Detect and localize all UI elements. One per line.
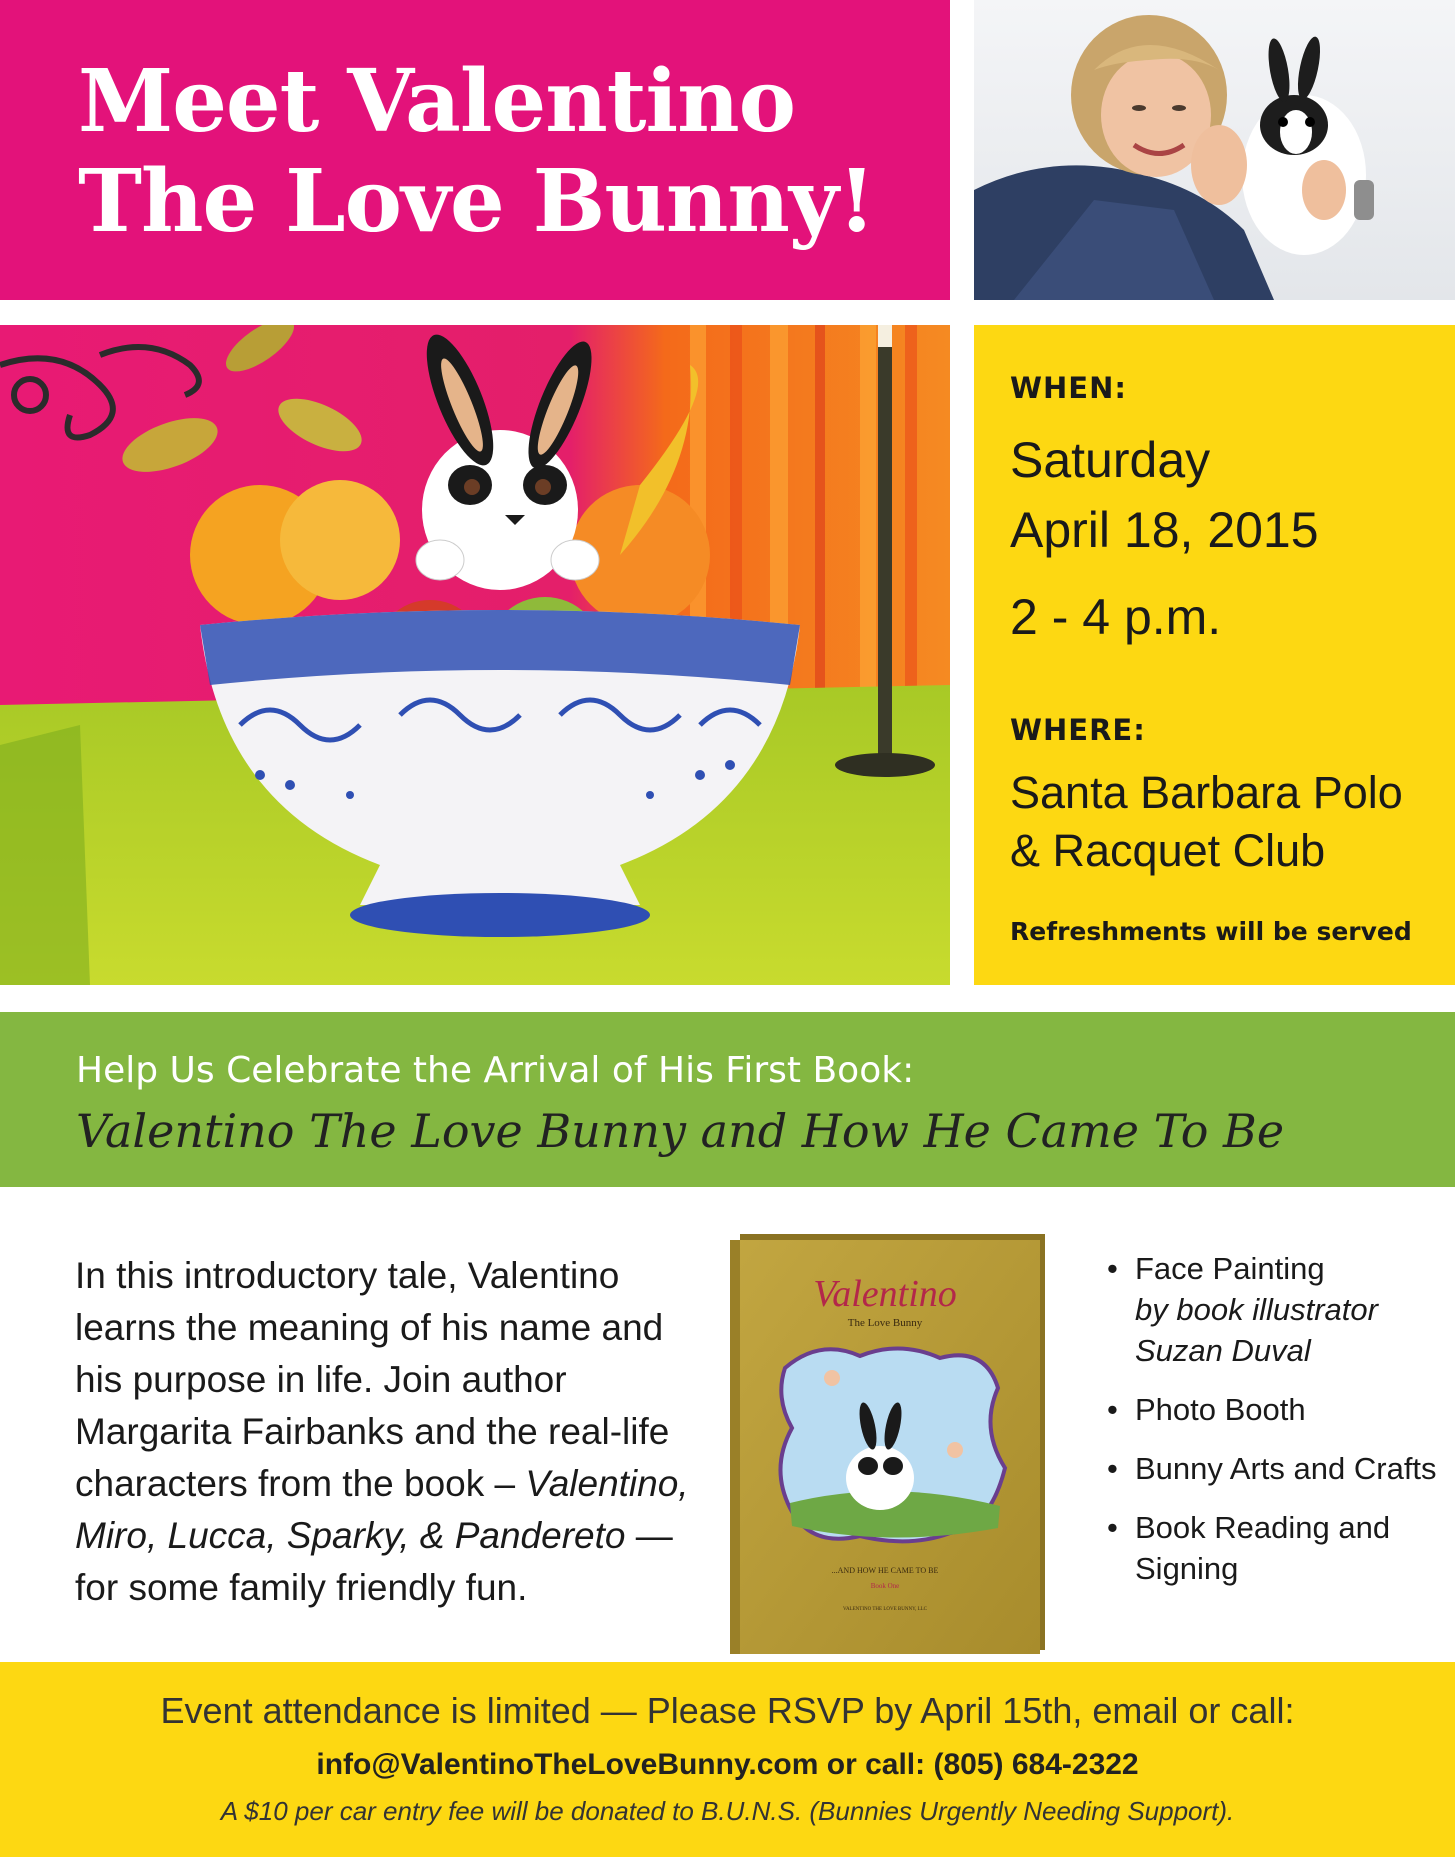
- book-cover: [730, 1228, 1055, 1654]
- book-cover-number: Book One: [870, 1582, 900, 1590]
- activity-label: Face Painting: [1135, 1251, 1325, 1286]
- venue-line-2: & Racquet Club: [1010, 825, 1326, 876]
- contact-info: info@ValentinoTheLoveBunny.com or call: (805) 684-2322: [316, 1748, 1139, 1781]
- book-title: Valentino The Love Bunny and How He Came To Be: [76, 1104, 1285, 1158]
- rsvp-footer: [0, 1662, 1455, 1857]
- venue-line-1: Santa Barbara Polo: [1010, 767, 1403, 818]
- where-label: WHERE:: [1010, 713, 1146, 747]
- title-line-2: The Love Bunny!: [78, 151, 875, 252]
- activity-label: Photo Booth: [1135, 1392, 1306, 1427]
- activity-face-painting: [1105, 1248, 1445, 1371]
- book-cover-title: Valentino: [813, 1273, 957, 1315]
- book-banner: [0, 1012, 1455, 1187]
- bullet-1: •: [1107, 1251, 1118, 1286]
- activity-label: Bunny Arts and Crafts: [1135, 1451, 1437, 1486]
- activities-list: [1105, 1248, 1445, 1607]
- page-title: [78, 52, 875, 252]
- banner-subtitle: Help Us Celebrate the Arrival of His First Book:: [76, 1050, 915, 1091]
- character-names: Valentino, Miro, Lucca, Sparky, & Pandereto: [75, 1463, 689, 1556]
- activity-label: Book Reading and Signing: [1135, 1510, 1391, 1586]
- title-block: [0, 0, 950, 300]
- rsvp-text: Event attendance is limited — Please RSVP by April 15th, email or call:: [160, 1690, 1295, 1731]
- book-cover-tagline: ...AND HOW HE CAME TO BE: [831, 1566, 939, 1575]
- bullet-4: •: [1107, 1510, 1118, 1545]
- description-part-2: — for some family friendly fun.: [75, 1515, 673, 1608]
- book-description: [75, 1250, 715, 1614]
- bullet-3: •: [1107, 1451, 1118, 1486]
- event-day: Saturday: [1010, 432, 1211, 488]
- author-photo: [974, 0, 1455, 300]
- book-cover-subtitle: The Love Bunny: [847, 1317, 923, 1329]
- activity-arts-crafts: [1105, 1448, 1445, 1489]
- title-line-1: Meet Valentino: [78, 51, 796, 152]
- event-date: April 18, 2015: [1010, 502, 1319, 558]
- description-part-1: In this introductory tale, Valentino learns the meaning of his name and his purpose in life. Join author Margarita Fairbanks and the real-life characters from the book –: [75, 1255, 670, 1504]
- refreshments-note: Refreshments will be served: [1010, 917, 1412, 946]
- bullet-2: •: [1107, 1392, 1118, 1427]
- bunny-painting: [0, 325, 950, 985]
- fee-note: A $10 per car entry fee will be donated to B.U.N.S. (Bunnies Urgently Needing Support).: [220, 1796, 1235, 1826]
- activity-note: by book illustrator Suzan Duval: [1135, 1292, 1378, 1368]
- book-cover-publisher: VALENTINO THE LOVE BUNNY, LLC: [842, 1607, 928, 1612]
- activity-photo-booth: [1105, 1389, 1445, 1430]
- event-time: 2 - 4 p.m.: [1010, 589, 1222, 645]
- activity-book-reading: [1105, 1507, 1445, 1589]
- event-info-panel: [974, 325, 1455, 985]
- when-label: WHEN:: [1010, 371, 1127, 405]
